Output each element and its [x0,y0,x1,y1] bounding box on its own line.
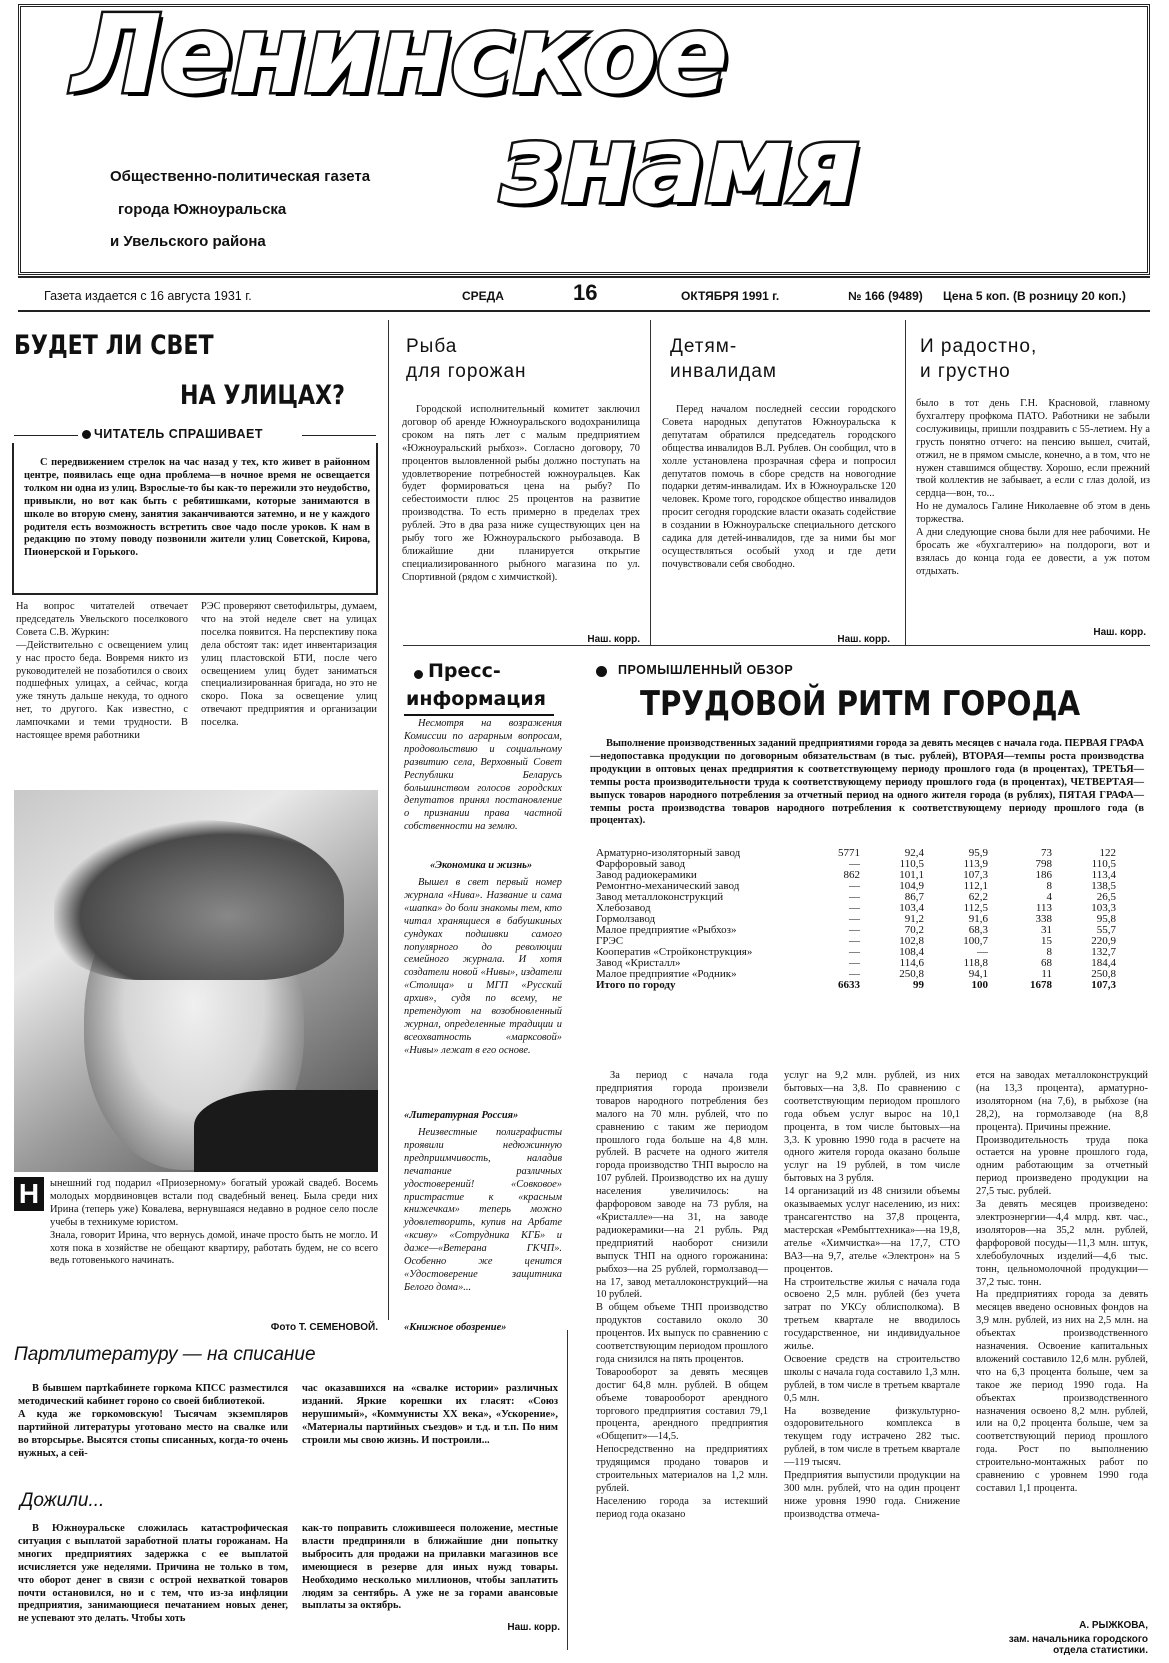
column-rule [905,320,906,645]
rubric-row [14,428,376,442]
rubric-bullet-icon [82,430,91,439]
stats-value-c3: 94,1 [968,968,988,980]
stats-value-c5: 103,3 [1091,902,1116,914]
stats-row [596,980,1116,991]
stats-value-c5: 107,3 [1091,979,1116,991]
column-rule [650,320,651,645]
stats-value-c5: 220,9 [1091,935,1116,947]
photo-shoulder [194,1090,378,1172]
stats-value-c4: 11 [1041,968,1052,980]
stats-value-c4: 798 [1035,858,1052,870]
stats-value-c1: — [849,924,860,936]
stats-value-c3: — [977,946,988,958]
stats-value-c2: 102,8 [899,935,924,947]
masthead-title-line1: Ленинское [72,0,727,118]
stats-enterprise-name: Завод «Кристалл» [596,957,681,969]
stats-value-c4: 68 [1041,957,1052,969]
stats-enterprise-name: Ремонтно-механический завод [596,880,740,892]
stats-value-c5: 132,7 [1091,946,1116,958]
article-party-col1: В бывшем партkабинете горкома КПСС разместился методический кабинет гороно со своей библиотекой. А куда же горкомовскую! Тысячам экземпляров партийной литературы уготовано место на свалке или во вторсырье. Высятся стопы списанных, когда-то очень нужных, а сей- [18,1383,288,1459]
stats-value-c2: 91,2 [904,913,924,925]
stats-enterprise-name: Итого по городу [596,979,676,991]
stats-value-c2: 99 [913,979,924,991]
stats-value-c3: 113,9 [963,858,988,870]
masthead-subtitle-1: Общественно-политическая газета [110,168,371,185]
stats-value-c4: 8 [1046,880,1052,892]
bride-portrait-photo [14,790,378,1172]
press-source-2: «Литературная Россия» [404,1110,519,1121]
stats-value-c1: — [849,935,860,947]
article-lived-col1: В Южноуральске сложилась катастрофическая ситуация с выплатой заработной платы горожанам. На многих предприятиях задержка с ее выплатой исчисляется уже неделями. Причина не только в том, что оборот денег в связи с острой нехваткой товаров почти остановился, но и с тем, что из-за инфляции предприятия, занимающиеся печатанием новых денег, не успевают это делать. Чтобы хоть [18,1523,288,1625]
stats-value-c4: 8 [1046,946,1052,958]
article-glad-credit: Наш. корр. [1093,627,1146,638]
masthead-title-line2: знамя [500,103,858,228]
stats-value-c1: — [849,913,860,925]
stats-value-c2: 108,4 [899,946,924,958]
reader-letter: С передвижением стрелок на час назад у тех, кто живет в районном центре, появилась еще одна проблема—в ночное время не освещается толком ни одна из улиц. Взрослые-то бы как-то пережили это неудобство, привыкли, но вот как быть с ребятишками, которые занимаются в школе во вторую смену, занятия заканчиваются затемно, и не у каждого родителя есть возможность встретить свое чадо после уроков. К нам в редакцию по этому поводу позвонили жители улиц Советской, Кирова, Пионерской и Горького. [24,457,370,559]
industry-table [596,848,1136,991]
industry-col-b: услуг на 9,2 млн. рублей, из них бытовых—на 3,8. По сравнению с соответствующим периодом прошлого года объем услуг вырос на 10,1 процента, в том числе бытовых—на 3,3. К уровню 1990 года в расчете на одного жителя города оказано больше услуг на 19 рублей, в том числе бытовых на 3 рубля. 14 организаций из 48 снизили объемы оказываемых услуг населению, из них: трансагентство на 37,8 процента, мастерская «Рембыттехника»—на 19,8, ателье «Химчистка»—на 17,7, СТО ВАЗ—на 9,7, ателье «Электрон» на 5 процентов. На строительстве жилья с начала года освоено 2,5 млн. рублей (без учета затрат по УКСу облисполкома). В третьем квартале не вводилось государственное, ни индивидуальное жилье. Освоение средств на строительство школы с начала года составило 1,3 млн. рублей, в том числе в третьем квартале 0,5 млн. На возведение физкультурно-оздоровительного комплекса в текущем году истрачено 282 тыс. рублей, в том числе в третьем квартале—119 тысяч. Предприятия выпустили продукции на 300 млн. рублей, что на один процент ниже уровня 1990 года. Снижение производства отмеча- [784,1070,960,1520]
article-lived-credit: Наш. корр. [507,1622,560,1633]
stats-enterprise-name: Кооператив «Стройконструкция» [596,946,753,958]
stats-value-c5: 95,8 [1096,913,1116,925]
stats-value-c1: 6633 [838,979,860,991]
stats-value-c2: 114,6 [899,957,924,969]
article-title-line1: БУДЕТ ЛИ СВЕТ [14,330,214,361]
article-glad-title-1: И радостно, [920,336,1038,357]
stats-value-c4: 15 [1041,935,1052,947]
stats-value-c1: — [849,858,860,870]
press-item-1: Несмотря на возражения Комиссии по аграрным вопросам, продовольствию и социальному развитию села, Верховный Совет Республики Беларусь большинством голосов городских депутатов принял постановление о признании права частной собственности на землю. [404,718,562,833]
stats-enterprise-name: Малое предприятие «Родник» [596,968,737,980]
stats-value-c3: 112,5 [963,902,988,914]
stats-value-c1: — [849,968,860,980]
article-party-title: Партлитературу — на списание [14,1344,316,1365]
stats-value-c3: 100,7 [963,935,988,947]
stats-enterprise-name: Фарфоровый завод [596,858,686,870]
rubric-label: ЧИТАТЕЛЬ СПРАШИВАЕТ [94,427,263,441]
stats-value-c1: 862 [843,869,860,881]
weekday: СРЕДА [462,289,504,303]
stats-value-c2: 70,2 [904,924,924,936]
stats-value-c3: 112,1 [963,880,988,892]
stats-value-c2: 101,1 [899,869,924,881]
founded-date: Газета издается с 16 августа 1931 г. [44,289,252,303]
press-item-2: Вышел в свет первый номер журнала «Нива». Название и сама «шапка» до боли знакомы тем, кто читал хранящиеся в бабушкиных сундуках подшивки самого популярного до революции семейного журнала. И хотя создатели новой «Нивы», издатели «Столица» и МГП «Русский архив», судя по всему, не претендуют на возобновленный журнал, определенные традиции и всеохватность «марксовой» «Нивы» лежат в его основе. [404,877,562,1056]
stats-value-c1: — [849,891,860,903]
stats-value-c1: 5771 [838,847,860,859]
industry-stats-table [596,848,1116,991]
stats-value-c1: — [849,957,860,969]
article-fish-text: Городской исполнительный комитет заключил договор об аренде Южноуральского водохранилища сроком на пять лет с малым предприятием «Южноуральский рыбхоз». Согласно договору, 70 процентов выловленной рыбы должно поступать на удовлетворение потребностей южноуральцев. Как будет формироваться цена на рыбу? По себестоимости плюс 25 процентов на развитие производства. То есть примерно в пределах трех рублей. Это в два раза ниже существующих цен на рыбу того же Южноуральского рыбозавода. В ближайшие дни планируется открытие специализированного рыбного магазина по ул. Спортивной (рядом с химчисткой). [402,404,640,583]
day-number: 16 [573,280,598,305]
press-title-2: информация [406,688,546,710]
stats-value-c2: 104,9 [899,880,924,892]
stats-value-c2: 250,8 [899,968,924,980]
article-light-col1: На вопрос читателей отвечает председатель Увельского поселкового Совета С.В. Журкин: —Действительно с освещением улиц у нас просто беда. Вовремя никто из руководителей не позаботился о своих подшефных улицах, а сейчас, когда уже тянуть дальше некуда, то одного нет, то другого. Как известно, с лампочками и теми трудности. В настоящее время работники [16,601,188,742]
article-disabled-title-1: Детям- [670,336,738,357]
stats-value-c5: 184,4 [1091,957,1116,969]
caption-dropcap: Н [14,1177,44,1211]
press-item-3: Неизвестные полиграфисты проявили недюжинную предприимчивость, наладив печатание различных удостоверений! «Совковое» пристрастие к «красным книжечкам» теперь можно удовлетворить, купив на Арбате «ксиву» «Сотрудника КГБ» и даже—«Ветерана ГКЧП». Особенно же ценится «Удостоверение защитника Белого дома»... [404,1127,562,1293]
stats-enterprise-name: Завод радиокерамики [596,869,697,881]
stats-value-c3: 118,8 [963,957,988,969]
stats-value-c3: 68,3 [968,924,988,936]
stats-enterprise-name: Гормолзавод [596,913,656,925]
industry-intro: Выполнение производственных заданий предприятиями города за девять месяцев с начала года. ПЕРВАЯ ГРАФА—недопоставка продукции по договорным обязательствам (в тыс. рублей), ВТОРАЯ—темпы роста производства продукции в оптовых ценах предприятия к соответствующему периоду прошлого года (в процентах), ТРЕТЬЯ—темпы роста производительности труда к соответствующему периоду прошлого года (в процентах), ЧЕТВЕРТАЯ—выпуск товаров народного потребления за отчетный период на одного жителя города (в рублях), ПЯТАЯ ГРАФА—темпы роста производства товаров народного потребления к соответствующему периоду прошлого года (в процентах). [590,738,1144,827]
masthead-subtitle-2: города Южноуральска [118,201,287,218]
photo-credit: Фото Т. СЕМЕНОВОЙ. [270,1322,378,1333]
stats-value-c4: 73 [1041,847,1052,859]
stats-value-c3: 91,6 [968,913,988,925]
article-glad-title-2: и грустно [920,361,1011,382]
industry-rubric: ПРОМЫШЛЕННЫЙ ОБЗОР [618,663,794,677]
stats-value-c4: 31 [1041,924,1052,936]
stats-value-c2: 92,4 [904,847,924,859]
stats-value-c5: 122 [1099,847,1116,859]
stats-value-c4: 338 [1035,913,1052,925]
industry-title: ТРУДОВОЙ РИТМ ГОРОДА [640,684,1081,724]
stats-value-c2: 110,5 [899,858,924,870]
section-rule [403,645,1150,646]
stats-value-c5: 55,7 [1096,924,1116,936]
press-source-1: «Экономика и жизнь» [430,860,533,871]
stats-value-c3: 100 [971,979,988,991]
rubric-rule-left [14,435,78,436]
stats-value-c4: 113 [1035,902,1052,914]
stats-value-c1: — [849,902,860,914]
stats-enterprise-name: Завод металлоконструкций [596,891,724,903]
press-bullet-icon [414,670,423,679]
article-disabled-credit: Наш. корр. [837,634,890,645]
stats-value-c3: 107,3 [963,869,988,881]
stats-value-c5: 113,4 [1091,869,1116,881]
stats-value-c4: 1678 [1030,979,1052,991]
stats-value-c5: 26,5 [1096,891,1116,903]
price: Цена 5 коп. (В розницу 20 коп.) [943,289,1126,303]
stats-value-c5: 250,8 [1091,968,1116,980]
press-title-rule [404,714,554,716]
article-fish-title-2: для горожан [406,361,527,382]
masthead-subtitle-3: и Увельского района [110,233,266,250]
stats-value-c2: 103,4 [899,902,924,914]
photo-hair [54,820,344,980]
article-disabled-text: Перед началом последней сессии городского Совета народных депутатов Южноуральска к депутатам обратился председатель городского общества инвалидов В.Л. Рублев. Он сообщил, что в холле установлена прозрачная сфера и попросил депутатов помочь в сборе средств на новогодние подарки детям-инвалидам. Их в Южноуральске 120 человек. Кроме того, городское общество инвалидов просит сегодня городские власти оказать содействие в создании в Южноуральске специального детского садика для детей-инвалидов, где за ними бы мог осуществляться особый уход и где дети почувствовали себя свободно. [662,404,896,570]
stats-value-c2: 86,7 [904,891,924,903]
article-fish-credit: Наш. корр. [587,634,640,645]
stats-value-c3: 95,9 [968,847,988,859]
dateline-bar [18,276,1150,312]
stats-enterprise-name: Хлебозавод [596,902,651,914]
rubric-rule-right [302,435,376,436]
industry-col-c: ется на заводах металлоконструкций (на 13,3 процента), арматурно-изоляторном (на 7,6), в рыбхозе (на 28,2), на гормолзаводе (на 8,8 процента). Причины прежние. Производительность труда пока остается на уровне прошлого года, одним работающим за отчетный период произведено продукции на 27,5 тыс. рублей. За девять месяцев произведено: электроэнергии—4,4 млрд. квт. час., изоляторов—на 35,2 млн. рублей, фарфоровой посуды—11,3 млн. штук, хлебобулочных изделий—4,6 тыс. тонн, цельномолочной продукции—37,2 тыс. тонн. На предприятиях города за девять месяцев введено основных фондов на 3,9 млн. рублей, из них на 2,5 млн. на объектах производственного назначения. Освоение капитальных вложений составило 12,6 млн. рублей, что на 6,3 процента больше, чем за такое же период 1990 года. На объектах производственного назначения освоено 8,2 млн. рублей, или на 0,2 процента больше, чем за соответствующий период прошлого года. Рост по выполнению строительно-монтажных работ по сравнению с уровнем 1990 года составил 1,1 процента. [976,1070,1148,1494]
month-year: ОКТЯБРЯ 1991 г. [681,289,780,303]
article-lived-title: Дожили... [20,1490,105,1511]
article-disabled-title-2: инвалидам [670,361,777,382]
column-rule [567,1330,568,1650]
stats-value-c1: — [849,946,860,958]
industry-signature-title: зам. начальника городского отдела статистики. [1008,1634,1148,1656]
stats-value-c4: 186 [1035,869,1052,881]
press-title-1: Пресс- [428,660,501,682]
stats-enterprise-name: Малое предприятие «Рыбхоз» [596,924,737,936]
stats-value-c4: 4 [1046,891,1052,903]
stats-value-c5: 110,5 [1091,858,1116,870]
press-source-3: «Книжное обозрение» [404,1322,507,1333]
photo-caption-text: ынешний год подарил «Приозерному» богатый урожай свадеб. Восемь молодых мордвиновцев встали под свадебный венец. Была среди них Ирина (теперь уже) Ковалева, вернувшаяся недавно в родное село после учебы в техникуме юристом. Знала, говорит Ирина, что вернусь домой, иначе просто быть не могло. И хотя пока в хозяйстве не обещают квартиру, работать будем, не со всего ведь готовенького начинать. [50,1178,378,1267]
article-party-col2: час оказавшихся на «свалке истории» различных изданий. Яркие корешки их гласят: «Союз нерушимый», «Коммунисты XX века», «Ускорение», «Материалы партийных съездов» и т.д. и т.п. По ним строили мы свою жизнь. И построили... [302,1383,558,1446]
stats-enterprise-name: Арматурно-изоляторный завод [596,847,741,859]
column-rule [388,320,389,1320]
industry-col-a: За период с начала года предприятия города произвели товаров народного потребления без малого на 70 млн. рублей, что по сравнению с таким же периодом прошлого года больше на 4,8 млн. рублей. В расчете на одного жителя города производство ТНП выросло на 107 рублей. Производство их на душу населения увеличилось: на фарфоровом заводе на 73 рубля, на «Кристалле»—на 31, на заводе радиокерамики—на 21 рубль. Ряд предприятий наоборот снизили выпуск ТНП на одного горожанина: рыбхоз—на 25 рублей, гормолзавод—на 17, завод металлоконструкций—на 10 рублей. В общем объеме ТНП производство продуктов составило около 30 процентов. Их выпуск по сравнению с соответствующим периодом прошлого года снизился на пять процентов. Товарооборот за девять месяцев достиг 64,8 млн. рублей. В общем объеме товарооборот арендного торгового предприятия составил 79,1 процента, арендного предприятия «Общепит»—14,5. Непосредственно на предприятиях трудящимся продано товаров и строительных материалов на 1,2 млн. рублей. Населению города за истекший период года оказано [596,1070,768,1520]
stats-enterprise-name: ГРЭС [596,935,624,947]
article-light-col2: РЭС проверяют светофильтры, думаем, что на этой неделе свет на улицах поселка появится. На перспективу пока дела обстоят так: идет инвентаризация улиц пластовской БТИ, после чего освещением улиц будет заниматься специализированная бригада, но это не скоро. Пока за освещение улиц отвечают предприятия и организации поселка. [201,601,377,729]
stats-value-c3: 62,2 [968,891,988,903]
stats-value-c1: — [849,880,860,892]
stats-value-c5: 138,5 [1091,880,1116,892]
article-lived-col2: как-то поправить сложившееся положение, местные власти предприняли в ближайшие дни попытку выбросить для продажи на прилавки магазинов все имеющиеся в резерве для иных нужд товары. Необходимо несколько миллионов, чтобы заплатить людям за сентябрь. А уже не за горами авансовые выплаты за октябрь. [302,1523,558,1612]
issue-number: № 166 (9489) [848,289,923,303]
industry-bullet-icon [596,666,607,677]
article-title-line2: НА УЛИЦАХ? [180,380,345,411]
article-fish-title-1: Рыба [406,336,458,357]
article-glad-text: было в тот день Г.Н. Красновой, главному бухгалтеру профкома ПАТО. Работники не забыли сослуживицы, пришли поздравить с 55-летием. Ну а грусть понятно отчего: на пенсию вышел, считай, отжил, не в прямом смысле, конечно, а в том, что не нужен ставшимся обществу. Хорошо, если прежний твой коллектив не забывает, а если с глаз долой, из сердца—вон, то... Но не думалось Галине Николаевне об этом в день торжества. А дни следующие снова были для нее рабочими. Не бросать же «бухгалтерию» на полдороги, вот и взялась до конца года ее довести, а уж потом отдыхать. [916,398,1150,577]
industry-signature: А. РЫЖКОВА, [1079,1620,1148,1631]
